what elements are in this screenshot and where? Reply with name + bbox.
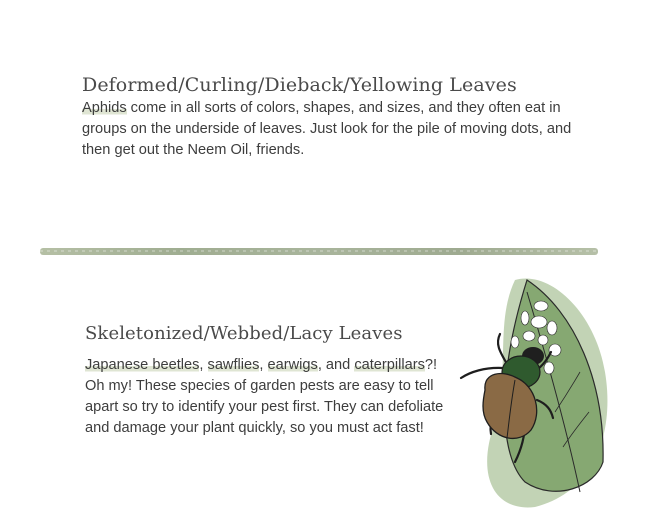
section-title: Skeletonized/Webbed/Lacy Leaves: [85, 323, 403, 344]
section-body: [85, 355, 445, 439]
earwigs-link[interactable]: earwigs: [267, 357, 318, 373]
body-text: ?! Oh my! These species of garden pests are easy to tell apart so try to identify your pest first. They can defoliate and damage your plant quickly, so you must act fast!: [85, 357, 444, 436]
japanese-beetles-link[interactable]: Japanese beetles: [85, 357, 200, 373]
aphids-link[interactable]: Aphids: [82, 100, 127, 116]
section-title: Deformed/Curling/Dieback/Yellowing Leaves: [82, 74, 517, 96]
beetle-on-leaf-illustration: [455, 272, 620, 512]
section-deformed-leaves: [82, 72, 572, 161]
caterpillars-link[interactable]: caterpillars: [354, 357, 425, 373]
section-divider: [40, 248, 598, 255]
section-skeletonized-leaves: [85, 321, 445, 439]
body-text: come in all sorts of colors, shapes, and sizes, and they often eat in groups on the underside of leaves. Just look for the pile of moving dots, and then get out the Neem Oil, friends.: [82, 100, 572, 158]
separator: ,: [199, 357, 208, 373]
separator: ,: [259, 357, 268, 373]
separator: , and: [317, 357, 355, 373]
sawflies-link[interactable]: sawflies: [207, 357, 260, 373]
section-body: [82, 98, 572, 161]
